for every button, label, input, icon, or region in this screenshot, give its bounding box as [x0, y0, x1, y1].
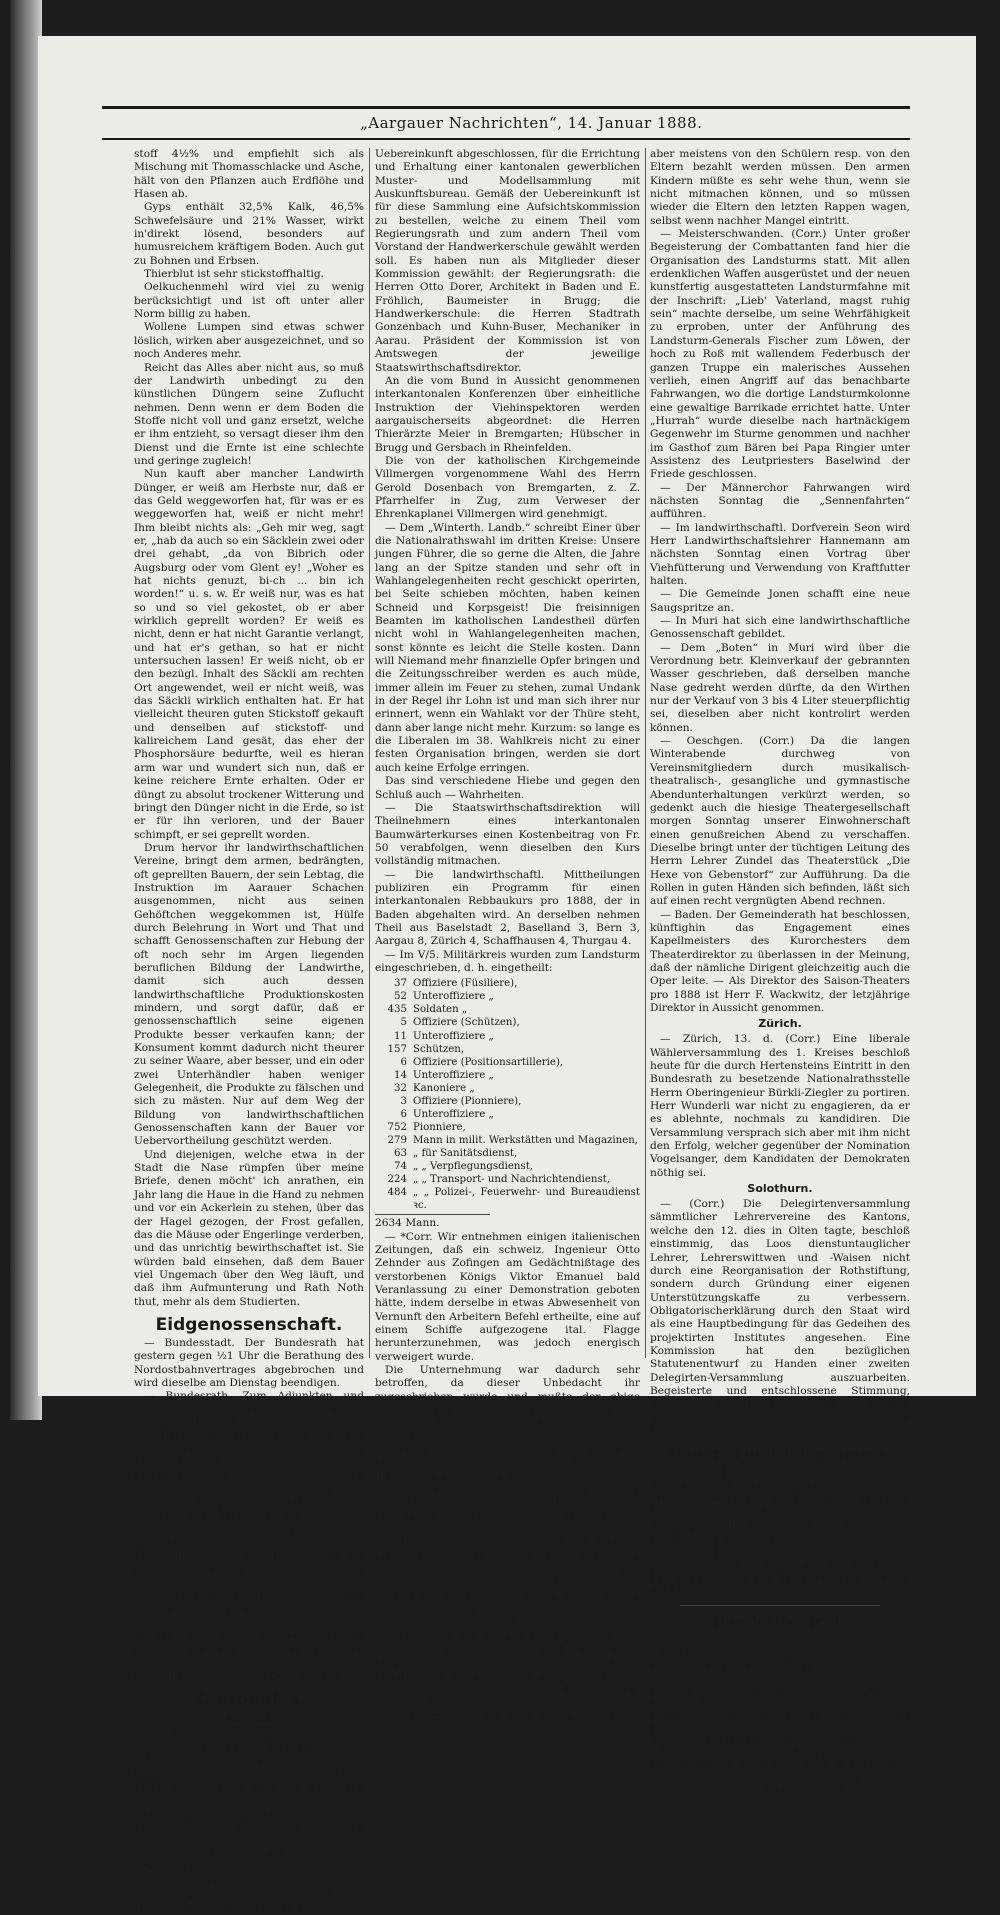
- list-item: 11 Unteroffiziere „: [394, 1030, 494, 1042]
- paragraph: — In Muri hat sich eine landwirthschaftliche Genossenschaft gebildet.: [650, 615, 910, 641]
- subheading-zurich: Zürich.: [758, 1017, 802, 1031]
- paragraph: Gyps enthält 32,5% Kalk, 46,5% Schwefelsäure und 21% Wasser, wirkt in'direkt lösend, besonders auf humusreichem kräftigem Boden. Auch gut zu Bohnen und Erbsen.: [134, 201, 364, 267]
- paragraph: — Der Männerchor Fahrwangen wird nächsten Sonntag die „Sennenfahrten“ aufführen.: [650, 481, 910, 521]
- column-divider: [369, 148, 370, 1358]
- paragraph: Wollene Lumpen sind etwas schwer löslich, wirken aber ausgezeichnet, und so noch Anderes mehr.: [134, 321, 364, 361]
- paragraph: — Der „Freischütz“ wendet sich mit Recht in einer Strafpredigt gegen den unnöthigen Aufwand, welcher heutzutage vielerorts bei der Schuljugend getrieben wird. Er sagt: Man schämt sich heutzutage ja schon, seinen Buben die Schulsachen im zwilchenen „Oser“ mitzugeben er muß einen eleganten Schultornister am Buckel tragen, „billig und schlecht“. Viele Schüler sind mit allem Möglichen, mit ganz feinen Federschachteln, Federhaltern ꝛc. aufs Beste ausgestattet, aber um so weniger glänzend ist die Leistung. Größere Reisen und glänzende Festlichkeiten werden arrangirt, die wohl schön, sogar gut sind,: [375, 1537, 640, 1737]
- paragraph: An die vom Bund in Aussicht genommenen interkantonalen Konferenzen über einheitliche Instruktion der Viehinspektoren werden aargauischerseits abgeordnet: die Herren Thierärzte Meier in Bremgarten; Hübscher in Brugg und Gersbach in Rheinfelden.: [375, 374, 640, 454]
- divider: [375, 1214, 490, 1215]
- top-rule: [102, 106, 910, 109]
- list-item: 6 Unteroffiziere „: [400, 1108, 494, 1120]
- section-heading-handelsbericht: Handelsbericht.: [712, 1612, 848, 1631]
- list-item: 224 „ „ Transport- und Nachrichtendienst,: [387, 1174, 611, 1186]
- paragraph: — Im landwirthschaftl. Dorfverein Seon wird Herr Landwirthschaftslehrer Hannemann am nächsten Sonntag einen Vortrag über Viehfütterung und Verwendung von Kraftfutter halten.: [650, 521, 910, 587]
- paragraph: stoff 4½% und empfiehlt sich als Mischung mit Thomasschlacke und Asche, hält von den Pflanzen auch Erdflöhe und Hasen ab.: [134, 148, 364, 201]
- paragraph: — Zürich, 13. d. (Corr.) Eine liberale Wählerversammlung des 1. Kreises beschloß heute für die durch Hertensteins Eintritt in den Bundesrath zu besetzende Nationalrathsstelle Herrn Oberingenieur Bürkli-Ziegler zu portiren. Herr Wunderli war nicht zu engagieren, da er es ablehnte, nochmals zu kandidiren. Die Versammlung versprach sich aber mit ihm nicht den Erfolg, welcher gegenüber der Nomination Vogelsanger, dem Kandidaten der Demokraten nöthig sei.: [650, 1033, 910, 1179]
- paragraph: London, 13. Januar. Der Bremer Dampfer „Nordstern“ lief im Nebel auf den Startpoint-Fels bei Plymouth. Die Bemannung ist gerettet, die Ladung verloren.: [650, 1546, 910, 1599]
- list-item: 32 Kanoniere „: [394, 1082, 475, 1094]
- correspondence-note: (Spezial-Correspondenz aus Zürich.): [687, 1634, 873, 1646]
- paragraph: — Dem „Winterth. Landb.“ schreibt Einer über die Nationalrathswahl im dritten Kreise: Unsere jungen Führer, die so gerne die Alten, die Jahre lang an der Spitze standen und sehr oft in Wahlangelegenheiten recht geschickt operirten, bei Seite schieben möchten, haben keinen Schneid und Korpsgeist! Die freisinnigen Beamten im katholischen Landestheil dürfen nicht wohl in Wahlangelegenheiten machen, sonst könnte es leicht die Stelle kosten. Dann will Niemand mehr finanzielle Opfer bringen und die Zeitungsschreiber werden es auch müde, immer allein im Feuer zu stehen, zumal Undank in der Regel ihr Lohn ist und man sich ihrer nur erinnert, wenn ein Wahlakt vor der Thüre steht, dann aber lange nicht mehr. Kurzum: so lange es die Liberalen im 38. Wahlkreis nicht zu einer festen Organisation bringen, werden sie dort auch keine Erfolge erringen.: [375, 521, 640, 774]
- list-item: 279 Mann in milit. Werkstätten und Magazinen,: [387, 1134, 639, 1146]
- paragraph: — Ober-Entfelden. * Am künftigen Sonntag den 15. Jan. Vormittags 9 Uhr findet die Installation des neugewählten Hrn. Pfarrer Bolliger statt.: [375, 1484, 640, 1537]
- list-item: 435 Soldaten „: [387, 1004, 468, 1016]
- list-item: 5 Offiziere (Schützen),: [400, 1017, 520, 1029]
- column-divider: [645, 148, 646, 1358]
- column-3: [650, 148, 910, 1796]
- paragraph: In Ausführung von Art. 91 der Verfassung hat der Staat mit der Handwerkerschule von Aarau eine: [134, 1874, 364, 1914]
- paragraph: — Dem „Boten“ in Muri wird über die Verordnung betr. Kleinverkauf der gebrannten Wasser geschrieben, daß derselben manche Nase gedreht werden dürfte, da den Wirthen nur der Verkauf von 3 bis 4 Liter steuerpflichtig sei, dieselben aber nicht kontrolirt werden können.: [650, 641, 910, 734]
- list-item: 63 „ für Sanitätsdienst,: [394, 1147, 518, 1159]
- paragraph: Oelkuchenmehl wird viel zu wenig berücksichtigt und ist oft unter aller Norm billig zu haben.: [134, 281, 364, 321]
- list-item: 6 Offiziere (Positionsartillerie),: [400, 1056, 564, 1068]
- paragraph: aber meistens von den Schülern resp. von den Eltern bezahlt werden müssen. Den armen Kindern müßte es sehr wehe thun, wenn sie nicht mitmachen können, und so müssen wieder die Eltern den letzten Rappen wagen, selbst wenn nachher Mangel eintritt.: [650, 148, 910, 227]
- paragraph: Auch in der Schweiz glauben wir, würde es böses Blut erwecken, wenn sich ein Fremder auf diese Weise ausnehmen würde.: [375, 1444, 640, 1483]
- column-2: [375, 148, 640, 1737]
- paragraph: Das sind verschiedene Hiebe und gegen den Schluß auch — Wahrheiten.: [375, 775, 640, 801]
- paragraph: Es sind eben 50 Jahre, daß ich für ein deutsches Droguengeschäft meine erste Reise in der Schweiz machte. Die widerwärtige Erscheinung an der deutschen Grenze, mit Schießgewehren: [650, 1747, 910, 1796]
- subheading-aargau: Aargau.: [224, 1711, 274, 1725]
- list-item: 3 Offiziere (Pionniere),: [400, 1095, 522, 1107]
- paragraph: — Die Staatswirthschaftsdirektion will Theilnehmern eines interkantonalen Baumwärterkurses einen Kostenbeitrag von Fr. 50 verabfolgen, wenn dieselben den Kurs vollständig mitmachen.: [375, 801, 640, 868]
- list-item: 157 Schützen,: [387, 1043, 465, 1055]
- header-rule: [102, 138, 910, 140]
- paragraph: Ich habe Ihnen in meinen letzten Berichte versprochen, auf die Zollfrage zurückzukommen, und will damit nicht zögern, da ist für unsere heutigen Verkehrsleben von größter Wichtigkeit. Ich bin den Zollentrichtungen überhaupt immer mit besonderem Interesse gefolgt, da mir, als Freihändler, Zölle stets widerstreben und als eine Schöpfung des Merkantilismus erschienen.: [650, 1648, 910, 1746]
- paragraph: — Im V/5. Militärkreis wurden zum Landsturm eingeschrieben, d. h. eingetheilt:: [375, 948, 640, 974]
- paragraph: — *Corr. Wir entnehmen einigen italienischen Zeitungen, daß ein schweiz. Ingenieur Otto Zehnder aus Zofingen am Gedächtnißtage des verstorbenen Königs Viktor Emanuel bald Veranlassung zu einer Demonstration geboten hätte, indem derselbe in etwas Abwesenheit von Vernunft den Arbeitern Befehl ertheilte, eine auf einem Schiffe aufgezogene ital. Flagge herunterzunehmen, was jedoch energisch verweigert wurde.: [375, 1230, 640, 1363]
- section-heading-neueres: Neueres und Telegramme.: [669, 1445, 891, 1464]
- list-item: 37 Offiziere (Füsiliere),: [394, 978, 518, 990]
- section-heading-eidgenossenschaft: Eidgenossenschaft.: [155, 1314, 343, 1335]
- paragraph: — Bundesstadt. Der Bundesrath hat gestern gegen ½1 Uhr die Berathung des Nordostbahnvertrages abgebrochen und wird dieselbe am Dienstag beendigen.: [134, 1336, 364, 1389]
- paragraph: — Oeschgen. (Corr.) Da die langen Winterabende durchweg von Vereinsmitgliedern durch musikalisch-theatralisch-, gesangliche und gymnastische Abendunterhaltungen verkürzt werden, so gedenkt auch die hiesige Theatergesellschaft morgen Sonntag unserer Einwohnerschaft einen genußreichen Abend zu verschaffen. Dieselbe bringt unter der tüchtigen Leitung des Herrn Lehrer Zundel das Theaterstück „Die Hexe von Gebenstorf“ zur Aufführung. Da die Rollen in guten Händen sich befinden, läßt sich auf einen recht vergnügten Abend rechnen.: [650, 735, 910, 908]
- paragraph: — Die landwirthschaftl. Mittheilungen publiziren ein Programm für einen interkantonalen Rebbaukurs pro 1888, der in Baden abgehalten wird. An derselben nehmen Theil aus Baselstadt 2, Baselland 3, Bern 3, Aargau 8, Zürich 4, Schaffhausen 4, Thurgau 4.: [375, 868, 640, 948]
- paragraph: — Baden. Der Gemeinderath hat beschlossen, künftighin das Engagement eines Kapellmeisters des Kurorchesters dem Theaterdirektor zu überlassen in der Meinung, daß der nämliche Dirigent gleichzeitig auch die Oper leite. — Als Direktor des Saison-Theaters pro 1888 ist Herr F. Wackwitz, der letzjährige Direktor in Aussicht genommen.: [650, 908, 910, 1014]
- list-item: 484 „ „ Polizei-, Feuerwehr- und Bureaudienst ꝛc.: [387, 1187, 640, 1212]
- paragraph: Wien, 13. Jan. Der „Polit. Corr.“ wird aus Konstantinopel über ansehnliche türkische Truppenbewegungen in Kleinasien berichtet. Die türkischen Militärkommandanten erhielten Weisung, auf die Bereitschaft der Reserve zur Mobilisirung hinzuwirken.: [650, 1466, 910, 1546]
- paragraph: Die von der katholischen Kirchgemeinde Villmergen vorgenommene Wahl des Herrn Gerold Dosenbach von Bremgarten, z. Z. Pfarrhelfer in Zug, zum Verweser der Ehrenkaplanei Villmergen wird genehmigt.: [375, 454, 640, 521]
- paragraph: — Bundesrath. Zum Adjunkten und Uebersetzer beim Finanzbureau wurde ernannt: Heinrich Rimieux, Buchhalter des Bankhauses Hentsch und Cie. aus Genf; zum Sekretär der Abtheilung Landwirthschaft des Industrie- und Landwirthschafts-Departements: Ulrich Weibmann von Oberstraß (Zürich); zum Kanzlisten der genannten Abtheilung: der Adjunkt des Sekretärs der Industrie-Abtheilung im genannten Departement: Dr. phil. O. Nieser (aus dem Kanton Thurgau) in Bern; zum Uebersetzer der gleichen Abtheilung: Professor C. Essener in Zug.: [134, 1390, 364, 1590]
- paragraph: — Die Gemeinde Jonen schafft eine neue Saugspritze an.: [650, 588, 910, 614]
- divider: [680, 1605, 880, 1606]
- paragraph: — Militärisches. Die Offerten von Murten Freiburg und Colombier betr. Uebernahme eines eidgen. Waffenplatzes werden von einer Spezialkommission geprüft, die aus den HH. Obersten Wieland von Basel, Walter von Bern und Oberstlieutenant Isler in Genf besteht.: [134, 1590, 364, 1683]
- list-item: 14 Unteroffiziere „: [394, 1069, 494, 1081]
- paragraph: Die Unternehmung war dadurch sehr betroffen, da dieser Unbedacht ihr zugeschrieben wurde und mußte der obige Ingenieur von derselben als Gegenbeweis und Strafe für 14 Tage von den Arbeiten entlassen werden.: [375, 1363, 640, 1443]
- list-item: 52 Unteroffiziere „: [394, 991, 494, 1003]
- column-1: [134, 148, 364, 1914]
- paragraph: — Meisterschwanden. (Corr.) Unter großer Begeisterung der Combattanten fand hier die Organisation des Landsturms statt. Mit allen erdenklichen Waffen ausgerüstet und der neuen kunstfertig ausgestatteten Landsturmfahne mit der Inschrift: „Lieb' Vaterland, magst ruhig sein“ machte derselbe, um seine Wehrfähigkeit zu erproben, unter der Anführung des Landsturm-Generals Fischer zum Löwen, der hoch zu Roß mit wallendem Federbusch der ganzen Truppe ein malerisches Aussehen verlieh, einen Angriff auf das benachbarte Fahrwangen, wo die dortige Landsturmkolonne eine gewaltige Barrikade errichtet hatte. Unter „Hurrah“ wurde dieselbe nach hartnäckigem Gegenwehr im Sturme genommen und nachher im Gasthof zum Bären bei Papa Ringier unter Assistenz des Leutpriesters Baselwind der Friede geschlossen.: [650, 228, 910, 481]
- paragraph: — Aus den Verhandlungen des Regierungsrathes vom 13. Januar.: [134, 1727, 364, 1754]
- landsturm-list: [381, 977, 640, 1212]
- list-item: 752 Pionniere,: [387, 1121, 466, 1133]
- paragraph: Auf den Vorschlag der Erziehungsdirektion werden für das Jahr 1887 Alterszulagen auch an diejenigen Gemeindeschullehrer ausgerichtet, welche bei einer Besoldung von mehr als Fr. 1500 im Sinne der neuesten Großrathsschlußnahme vom 29. Nov. abhin einen Anspruch auf diese Zulage erworben haben.: [134, 1754, 364, 1874]
- list-item: 74 „ „ Verpflegungsdienst,: [394, 1160, 534, 1172]
- page-header: „Aargauer Nachrichten“, 14. Januar 1888.: [360, 114, 703, 132]
- paragraph: Thierblut ist sehr stickstoffhaltig.: [144, 268, 324, 281]
- paragraph: Drum hervor ihr landwirthschaftlichen Vereine, bringt dem armen, bedrängten, oft geprellten Bauern, der sein Lebtag, die Instruktion im Aarauer Schachen ausgenommen, nicht aus seinen Gehöftchen weggekommen ist, Hülfe durch Belehrung in Wort und That und schafft Genossenschaften zur Hebung der oft noch sehr im Argen liegenden beruflichen Bildung der Landwirthe, damit sich auch dessen landwirthschaftliche Produktionskosten mindern, und sorgt dafür, daß er genossenschaftlich seine eigenen Produkte besser verkaufen kann; der Konsument kommt dadurch nicht theurer zu seiner Waare, aber besser, und ein oder zwei Unterhändler haben weniger Gelegenheit, die Produkte zu fälschen und sich zu mästen. Nur auf dem Weg der Bildung von landwirthschaftlichen Genossenschaften kann der Bauer vor Uebervortheilung geschützt werden.: [134, 841, 364, 1148]
- paragraph: Und diejenigen, welche etwa in der Stadt die Nase rümpfen über meine Briefe, denen möcht' ich anrathen, ein Jahr lang die Haue in die Hand zu nehmen und vor ein Ackerlein zu stehen, über das der Hagel gezogen, der Frost gefallen, das die Mäuse oder Engerlinge verderben, und das unrichtig bewirthschaftet ist. Sie würden bald einsehen, daß dem Bauer viel Ungemach über den Weg läuft, und daß ihm Aufmunterung und Rath Noth thut, mehr als dem Studierten.: [134, 1148, 364, 1308]
- paragraph: Uebereinkunft abgeschlossen, für die Errichtung und Erhaltung einer kantonalen gewerblichen Muster- und Modellsammlung mit Auskunftsbureau. Gemäß der Uebereinkunft ist für diese Sammlung eine Aufsichtskommission zu bestellen, welche zu einem Theil vom Regierungsrath und zum andern Theil vom Vorstand der Handwerkerschule gewählt werden soll. Es haben nun als Mitglieder dieser Kommission gewählt: der Regierungsrath: die Herren Otto Dorer, Architekt in Baden und E. Fröhlich, Baumeister in Brugg; die Handwerkerschule: die Herren Stadtrath Gonzenbach und Kuhn-Buser, Mechaniker in Aarau. Präsident der Kommission ist von Amtswegen der jeweilige Staatswirthschaftsdirektor.: [375, 148, 640, 374]
- subheading-solothurn: Solothurn.: [747, 1182, 813, 1196]
- paragraph: Reicht das Alles aber nicht aus, so muß der Landwirth unbedingt zu den künstlichen Düngern seine Zuflucht nehmen. Denn wenn er dem Boden die Stoffe nicht voll und ganz ersetzt, welche er ihm entzieht, so versagt dieser ihm den Dienst und die Ernte ist eine schlechte und geringe zugleich!: [134, 361, 364, 467]
- paragraph: Nun kauft aber mancher Landwirth Dünger, er weiß am Herbste nur, daß er das Geld weggeworfen hat, für was er es weggeworfen hat, weiß er nicht mehr! Ihm bleibt nichts als: „Geh mir weg, sagt er, „hab da auch so ein Säcklein zwei oder drei gehabt, „da von Bibrich oder Augsburg oder vom Glent ey! „Woher es hat nichts genuzt, bi-ch ... bin ich worden!“ u. s. w. Er weiß nur, was es hat so und so viel gekostet, ob er aber wirklich geprellt worden? Er weiß es nicht, denn er hat nicht Garantie verlangt, und hat er's gethan, so hat er nicht untersuchen lassen! Er weiß nicht, ob er den bezügl. Inhalt des Säckli am rechten Ort angewendet, weil er nicht weiß, was das Säckli wirklich enthalten hat. Er hat vielleicht theuren guten Stickstoff gekauft und denselben auf stickstoff- und kalireichem Land gesät, das eher der Phosphorsäure bedurfte, weil es hieran arm war und wundert sich nun, daß er keine reichere Ernte erhalten. Oder er düngt zu absolut trockener Witterung und bringt den Dünger nicht in die Erde, so ist er für ihn verloren, und der Bauer schimpft, er sei geprellt worden.: [134, 468, 364, 841]
- landsturm-total: 2634 Mann.: [375, 1217, 440, 1230]
- section-heading-kantonales: Kantonales.: [191, 1689, 307, 1710]
- paragraph: — (Corr.) Die Delegirtenversammlung sämmtlicher Lehrervereine des Kantons, welche den 12. dies in Olten tagte, beschloß einstimmig, das Loos dienstuntauglicher Lehrer, Lehrerswittwen und -Waisen nicht durch eine Reorganisation der Rothstiftung, sondern durch Gründung einer eigenen Unterstützungskaffe zu verbessern. Obligatorischerklärung durch den Staat wird als eine Hauptbedingung für das Gedeihen des projektirten Institutes angesehen. Eine Kommission hat den bezüglichen Statutenentwurf zu Handen einer zweiten Delegirten-Versammlung auszuarbeiten. Begeisterte und entschlossene Stimmung, durch Selbsthülfe einen braven, gemeinnützigen Akt zu vollführen, läßt guten Erfolg erwarten.: [650, 1198, 910, 1437]
